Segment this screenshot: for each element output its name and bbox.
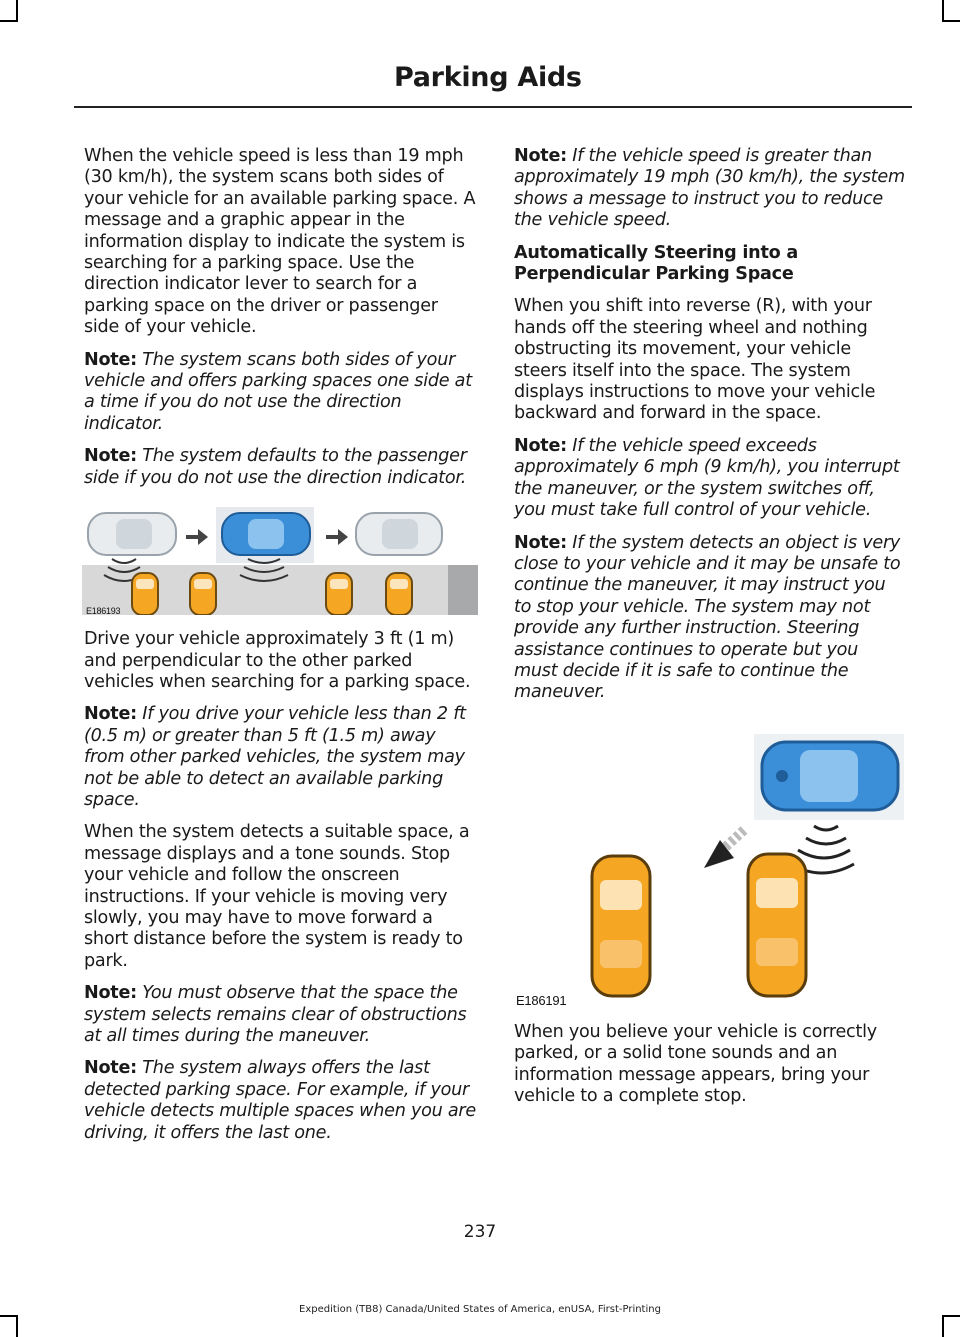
paragraph: Drive your vehicle approximately 3 ft (1 m) and perpendicular to the other parked vehicles when searching for a parking space.: [84, 629, 471, 692]
note: [514, 436, 906, 522]
note-text: If the system detects an object is very close to your vehicle and it may be unsafe to continue the maneuver, it may instruct you to stop your vehicle. The system may not provide any further instruction. Steering assistance continues to operate but you must decide if it is safe to continue the maneuver.: [514, 532, 901, 703]
note-label: Note:: [84, 446, 137, 467]
parking-search-illustration: [82, 507, 478, 615]
note-label: Note:: [514, 146, 567, 166]
footer-text: Expedition (TB8) Canada/United States of America, enUSA, First-Printing: [299, 1304, 661, 1315]
figure-reverse-parking: [514, 730, 908, 1008]
own-vehicle-icon: [762, 742, 898, 810]
note: [514, 533, 906, 704]
note-label: Note:: [514, 435, 567, 456]
note-text: If the vehicle speed exceeds approximately 6 mph (9 km/h), you interrupt the maneuver, or the system switches off, you must take full control of your vehicle.: [514, 435, 900, 521]
parked-vehicle-icon: [190, 573, 216, 615]
section-heading: Automatically Steering into a Perpendicular Parking Space: [514, 242, 798, 285]
crop-mark: [16, 1315, 18, 1337]
vehicle-icon: [356, 513, 442, 555]
paragraph: When you shift into reverse (R), with your hands off the steering wheel and nothing obstructing its movement, your vehicle steers itself into the space. The system displays instructions to move your vehicle backward and forward in the space.: [514, 296, 876, 424]
crop-mark: [16, 0, 18, 22]
figure-parking-search: [82, 507, 478, 615]
page-title: Parking Aids: [394, 62, 582, 93]
own-vehicle-icon: [222, 513, 310, 555]
reverse-parking-illustration: [514, 730, 908, 1008]
note-label: Note:: [84, 349, 137, 370]
parked-vehicle-icon: [326, 573, 352, 615]
note: [514, 146, 906, 232]
note: [84, 350, 476, 436]
paragraph: When the vehicle speed is less than 19 mph (30 km/h), the system scans both sides of your vehicle for an available parking space. A message and a graphic appear in the information display to indicate the system is searching for a parking space. Use the direction indicator lever to search for a parking space on the driver or passenger side of your vehicle.: [84, 146, 476, 338]
note-text: The system scans both sides of your vehicle and offers parking spaces one side at a time if you do not use the direction indicator.: [84, 349, 472, 434]
note-label: Note:: [514, 532, 567, 553]
paragraph: When the system detects a suitable space, a message displays and a tone sounds. Stop your vehicle and follow the onscreen instructions. If your vehicle is moving very slowly, you may have to move forward a short distance before the system is ready to park.: [84, 822, 470, 971]
crop-mark: [942, 1315, 944, 1337]
crop-mark: [942, 1315, 960, 1317]
paragraph: When you believe your vehicle is correctly parked, or a solid tone sounds and an information message appears, bring your vehicle to a complete stop.: [514, 1021, 877, 1106]
figure-code: E186193: [86, 606, 121, 617]
page-number: 237: [463, 1222, 497, 1242]
note-label: Note:: [84, 1058, 137, 1079]
vehicle-icon: [88, 513, 176, 555]
crop-mark: [0, 20, 18, 22]
right-column: [514, 146, 906, 1118]
note: [84, 1058, 476, 1144]
crop-mark: [942, 20, 960, 22]
note-text: You must observe that the space the system selects remains clear of obstructions at all times during the maneuver.: [84, 983, 467, 1046]
note-text: If you drive your vehicle less than 2 ft (0.5 m) or greater than 5 ft (1.5 m) away from other parked vehicles, the system may not be able to detect an available parking space.: [84, 704, 466, 810]
note-text: The system always offers the last detected parking space. For example, if your vehicle detects multiple spaces when you are driving, it offers the last one.: [84, 1058, 476, 1143]
parked-vehicle-icon: [132, 573, 158, 615]
crop-mark: [942, 0, 944, 22]
parked-vehicle-icon: [386, 573, 412, 615]
note-text: The system defaults to the passenger side if you do not use the direction indicator.: [84, 446, 467, 488]
header-divider: [74, 106, 912, 108]
note-label: Note:: [84, 983, 137, 1004]
note: [84, 983, 476, 1047]
note: [84, 704, 476, 811]
note-text: If the vehicle speed is greater than approximately 19 mph (30 km/h), the system shows a message to instruct you to reduce the vehicle speed.: [514, 146, 905, 231]
crop-mark: [0, 1315, 18, 1317]
left-column: [84, 146, 476, 1155]
note-label: Note:: [84, 704, 137, 725]
parked-vehicle-icon: [592, 856, 650, 996]
figure-code: E186191: [516, 992, 567, 1008]
note: [84, 446, 476, 489]
parked-vehicle-icon: [748, 854, 806, 996]
